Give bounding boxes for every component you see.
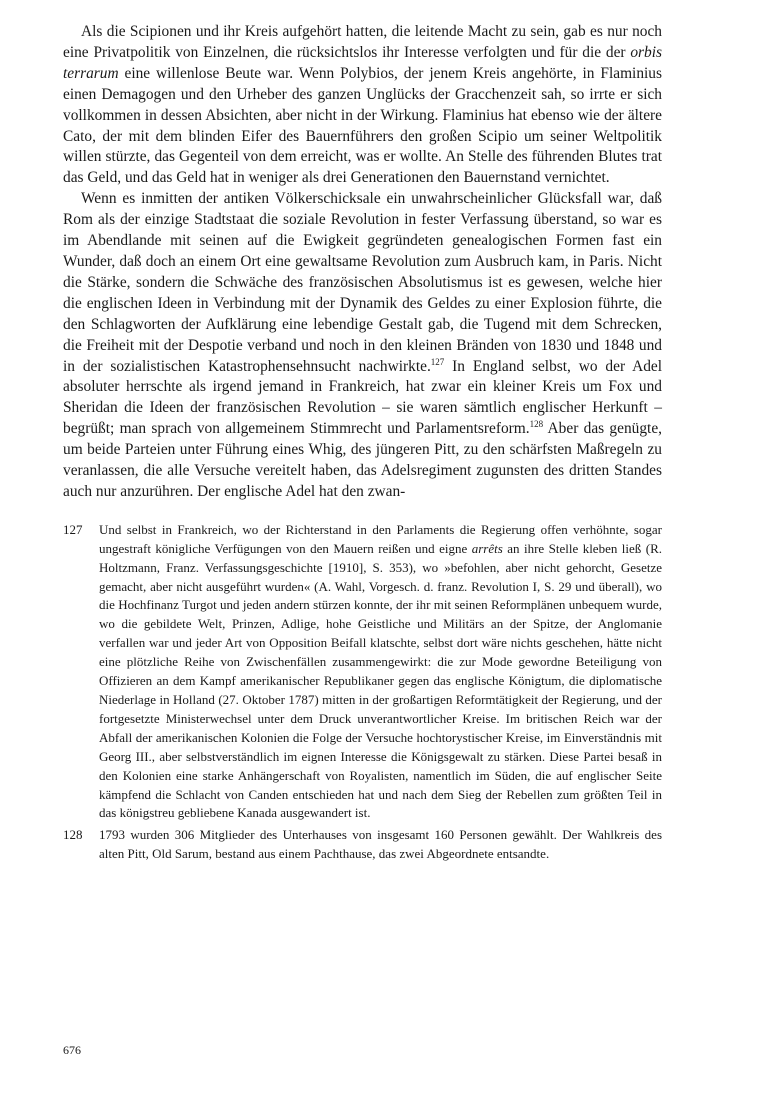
- footnote-number: 128: [63, 827, 83, 843]
- footnote-text: an ihre Stelle kleben ließ (R. Holtzmann, Franz. Verfassungsgeschichte [1910], S. 353), wo »befohlen, aber nicht gehorcht, Gesetze gemacht, aber nicht ausgeführt wurden« (A. Wahl, Vorgesch. d. franz. Revolution I, S. 29 und überall), wo die Hochfinanz Turgot und jeden andern stürzen konnte, der ihr mit seinen Reformplänen unbequem wurde, wo die gebildete Welt, Prinzen, Adlige, hohe Geistliche und Militärs an der Spitze, der Anglomanie verfallen war und jeder Art von Opposition Beifall klatschte, selbst dort wäre nichts geschehen, hätte nicht eine plötzliche Reihe von Zwischenfällen zusammengewirkt: die zur Mode gewordne Beteiligung von Offizieren an dem Kampf amerikanischer Republikaner gegen das englische Königtum, die diplomatische Niederlage in Holland (27. Oktober 1787) mitten in der großartigen Reformtätigkeit der Regierung, und der fortgesetzte Ministerwechsel unter dem Druck unverantwortlicher Kreise. Im britischen Reich war der Abfall der amerikanischen Kolonien die Folge der Versuche hochtorystischer Kreise, im Einverständnis mit Georg III., aber selbstverständlich im eignen Interesse die Königsgewalt zu stärken. Diese Partei besaß in den Kolonien eine starke Anhängerschaft von Royalisten, namentlich im Süden, die auf englischer Seite kämpfend die Schlacht von Canden entschieden hat und nach dem Sieg der Rebellen zum größten Teil in das königstreu gebliebene Kanada ausgewandert ist.: [99, 540, 663, 821]
- text-run: Aber das genügte, um beide Parteien unter Führung eines Whig, des jüngeren Pitt, zu den schärfsten Maßregeln zu veranlassen, die alle Versuche vereitelt haben, das Adelsregiment zugunsten des dritten Standes auch nur anzurühren. Der englische Adel hat den zwan-: [63, 420, 662, 500]
- text-run: In England selbst, wo der Adel absoluter herrschte als irgend jemand in Frankreich, hat zwar ein kleiner Kreis um Fox und Sheridan die Ideen der französischen Revolution – sie waren sämtlich englischer Herkunft – begrüßt; man sprach von allgemeinem Stimmrecht und Parlamentsreform.: [63, 357, 662, 438]
- footnote-number: 127: [63, 521, 83, 537]
- footnote-ref-128[interactable]: 128: [529, 419, 544, 430]
- footnote-text: Und selbst in Frankreich, wo der Richterstand in den Parlaments die Regierung offen verhöhnte, sogar ungestraft königliche Verfügungen von den Mauern reißen und eigne: [99, 521, 662, 556]
- paragraph-2: [63, 189, 662, 503]
- text-run: Als die Scipionen und ihr Kreis aufgehört hatten, die leitende Macht zu sein, gab es nur noch eine Privatpolitik von Einzelnen, die rücksichtslos ihr Interesse verfolgten und für die der: [63, 23, 662, 61]
- main-text: [63, 22, 662, 503]
- footnote-text: 1793 wurden 306 Mitglieder des Unterhauses von insgesamt 160 Personen gewählt. Der Wahlkreis des alten Pitt, Old Sarum, bestand aus einem Pachthause, das zwei Abgeordnete entsandte.: [99, 827, 662, 862]
- text-run: Wenn es inmitten der antiken Völkerschicksale ein unwahrscheinlicher Glücksfall war, daß Rom als der einzige Stadtstaat die soziale Revolution in fester Verfassung überstand, so war es im Abendlande mit seinen auf die Ewigkeit gegründeten genealogischen Formen fast ein Wunder, daß doch an einem Ort eine gewaltsame Revolution zum Ausbruch kam, in Paris. Nicht die Stärke, sondern die Schwäche des französischen Absolutismus ist es gewesen, welche hier die englischen Ideen in Verbindung mit der Dynamik des Geldes zu einer Explosion führte, die den Schlagworten der Aufklärung eine lebendige Gestalt gab, die Tugend mit dem Schrecken, die Freiheit mit der Despotie verband und noch in den kleinen Bränden von 1830 und 1848 und in der sozialistischen Katastrophensehnsucht nachwirkte.: [63, 190, 662, 375]
- italic-term: arrêts: [471, 540, 503, 556]
- page: [63, 22, 662, 867]
- footnote-127: [63, 521, 662, 824]
- paragraph-1: [63, 22, 662, 189]
- text-run: eine willenlose Beute war. Wenn Polybios, der jenem Kreis angehörte, in Flaminius einen Demagogen und den Urheber des ganzen Unglücks der Gracchenzeit sah, so irrte er sich vollkommen in dessen Absichten, aber nicht in der Wirkung. Flaminius hat ebenso wie der ältere Cato, der mit dem blinden Eifer des Bauernführers den großen Scipio um seiner Weltpolitik willen stürzte, das Gegenteil von dem erreicht, was er wollte. An Stelle des führenden Blutes trat das Geld, und das Geld hat in weniger als drei Generationen den Bauernstand vernichtet.: [63, 64, 662, 187]
- page-number: 676: [63, 1043, 81, 1057]
- footnote-128: [63, 826, 662, 864]
- italic-term: orbis terrarum: [63, 43, 662, 82]
- footnotes: [63, 521, 662, 864]
- footnote-ref-127[interactable]: 127: [430, 356, 445, 367]
